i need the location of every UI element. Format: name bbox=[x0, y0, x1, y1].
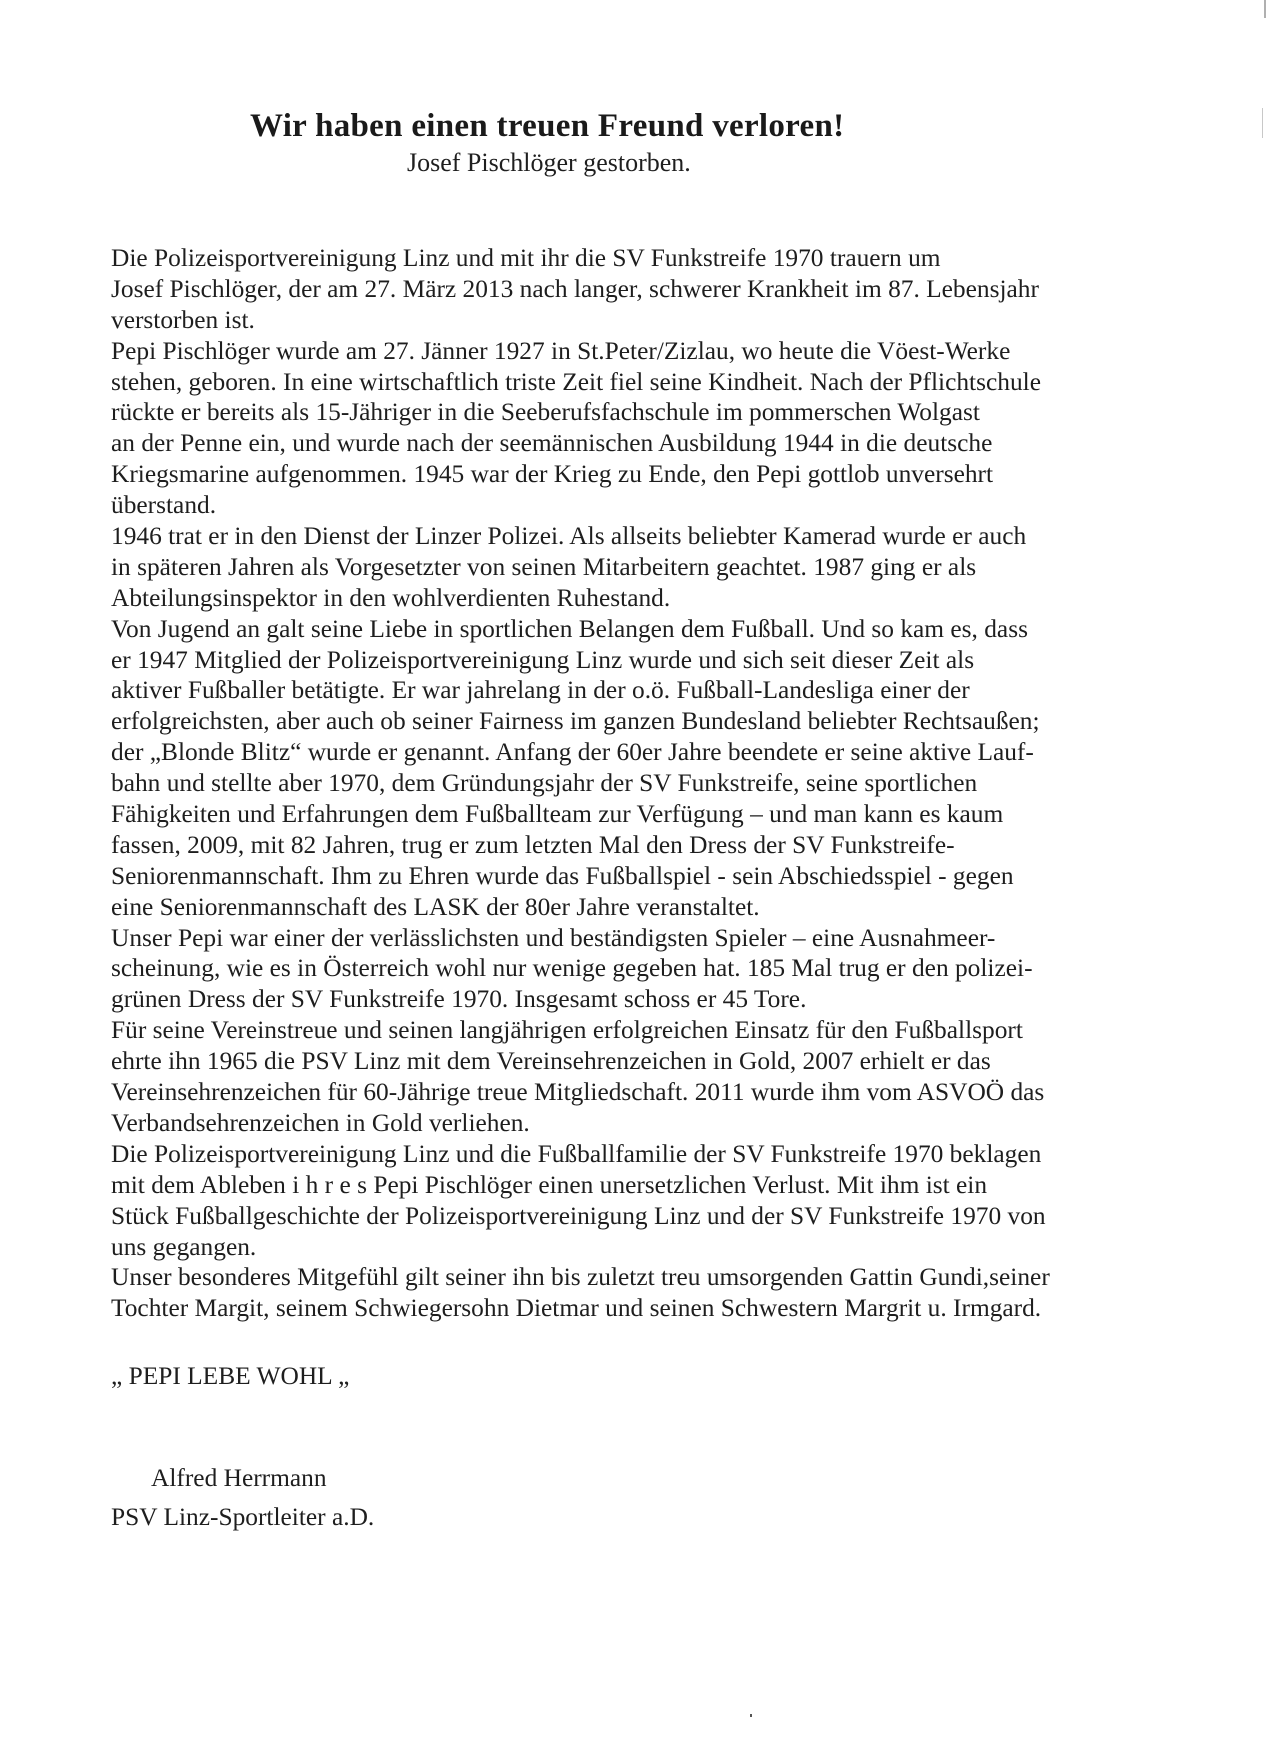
letter-title: Wir haben einen treuen Freund verloren! bbox=[250, 108, 845, 144]
body-line: grünen Dress der SV Funkstreife 1970. Insgesamt schoss er 45 Tore. bbox=[111, 985, 807, 1014]
letter-subtitle: Josef Pischlöger gestorben. bbox=[407, 148, 691, 177]
body-line: 1946 trat er in den Dienst der Linzer Polizei. Als allseits beliebter Kamerad wurde er auch bbox=[111, 522, 1027, 551]
body-line: Tochter Margit, seinem Schwiegersohn Dietmar und seinen Schwestern Margrit u. Irmgard. bbox=[111, 1294, 1042, 1323]
farewell-line: „ PEPI LEBE WOHL „ bbox=[111, 1362, 350, 1390]
body-line: erfolgreichsten, aber auch ob seiner Fairness im ganzen Bundesland beliebter Rechtsaußen; bbox=[111, 707, 1040, 736]
body-line: uns gegangen. bbox=[111, 1232, 257, 1261]
body-line: Verbandsehrenzeichen in Gold verliehen. bbox=[111, 1108, 530, 1137]
body-line: er 1947 Mitglied der Polizeisportvereinigung Linz wurde und sich seit dieser Zeit als bbox=[111, 645, 975, 674]
body-line: ehrte ihn 1965 die PSV Linz mit dem Vereinsehrenzeichen in Gold, 2007 erhielt er das bbox=[111, 1047, 991, 1076]
body-line: der „Blonde Blitz“ wurde er genannt. Anfang der 60er Jahre beendete er seine aktive Lauf- bbox=[111, 738, 1034, 767]
body-line: Die Polizeisportvereinigung Linz und die Fußballfamilie der SV Funkstreife 1970 beklagen bbox=[111, 1139, 1042, 1168]
body-line: Seniorenmannschaft. Ihm zu Ehren wurde das Fußballspiel - sein Abschiedsspiel - gegen bbox=[111, 861, 1014, 890]
body-line: Unser besonderes Mitgefühl gilt seiner ihn bis zuletzt treu umsorgenden Gattin Gundi,seiner bbox=[111, 1263, 1050, 1292]
body-line: stehen, geboren. In eine wirtschaftlich triste Zeit fiel seine Kindheit. Nach der Pflichtschule bbox=[111, 367, 1041, 396]
body-line: Unser Pepi war einer der verlässlichsten und beständigsten Spieler – eine Ausnahmeer- bbox=[111, 923, 996, 952]
body-line: verstorben ist. bbox=[111, 305, 255, 334]
body-line: überstand. bbox=[111, 491, 217, 520]
body-line: Von Jugend an galt seine Liebe in sportlichen Belangen dem Fußball. Und so kam es, dass bbox=[111, 614, 1028, 643]
body-line: Für seine Vereinstreue und seinen langjährigen erfolgreichen Einsatz für den Fußballsport bbox=[111, 1016, 1023, 1045]
body-line: rückte er bereits als 15-Jähriger in die Seeberufsfachschule im pommerschen Wolgast bbox=[111, 398, 980, 427]
scan-artifact bbox=[750, 1714, 752, 1717]
signature-name: Alfred Herrmann bbox=[151, 1464, 327, 1492]
body-line: bahn und stellte aber 1970, dem Gründungsjahr der SV Funkstreife, seine sportlichen bbox=[111, 769, 978, 798]
body-line: mit dem Ableben i h r e s Pepi Pischlöger einen unersetzlichen Verlust. Mit ihm ist ein bbox=[111, 1170, 988, 1199]
body-line: scheinung, wie es in Österreich wohl nur wenige gegeben hat. 185 Mal trug er den polizei- bbox=[111, 954, 1033, 983]
body-line: Fähigkeiten und Erfahrungen dem Fußballteam zur Verfügung – und man kann es kaum bbox=[111, 800, 1004, 829]
body-line: Vereinsehrenzeichen für 60-Jährige treue Mitgliedschaft. 2011 wurde ihm vom ASVOÖ das bbox=[111, 1078, 1045, 1107]
body-line: eine Seniorenmannschaft des LASK der 80er Jahre veranstaltet. bbox=[111, 892, 760, 921]
body-line: Kriegsmarine aufgenommen. 1945 war der Krieg zu Ende, den Pepi gottlob unversehrt bbox=[111, 460, 994, 489]
body-line: aktiver Fußballer betätigte. Er war jahrelang in der o.ö. Fußball-Landesliga einer der bbox=[111, 676, 970, 705]
scan-artifact bbox=[1262, 108, 1263, 138]
body-line: Josef Pischlöger, der am 27. März 2013 nach langer, schwerer Krankheit im 87. Lebensjahr bbox=[111, 274, 1039, 303]
body-line: fassen, 2009, mit 82 Jahren, trug er zum letzten Mal den Dress der SV Funkstreife- bbox=[111, 830, 955, 859]
body-line: in späteren Jahren als Vorgesetzter von seinen Mitarbeitern geachtet. 1987 ging er als bbox=[111, 552, 977, 581]
body-line: Pepi Pischlöger wurde am 27. Jänner 1927 in St.Peter/Zizlau, wo heute die Vöest-Werke bbox=[111, 336, 1011, 365]
scan-artifact bbox=[1264, 0, 1266, 18]
body-line: an der Penne ein, und wurde nach der seemännischen Ausbildung 1944 in die deutsche bbox=[111, 429, 993, 458]
body-line: Die Polizeisportvereinigung Linz und mit ihr die SV Funkstreife 1970 trauern um bbox=[111, 244, 941, 272]
letter-body bbox=[111, 243, 1261, 1324]
signature-title: PSV Linz-Sportleiter a.D. bbox=[111, 1503, 375, 1531]
body-line: Stück Fußballgeschichte der Polizeisportvereinigung Linz und der SV Funkstreife 1970 von bbox=[111, 1201, 1046, 1230]
body-line: Abteilungsinspektor in den wohlverdienten Ruhestand. bbox=[111, 583, 671, 612]
